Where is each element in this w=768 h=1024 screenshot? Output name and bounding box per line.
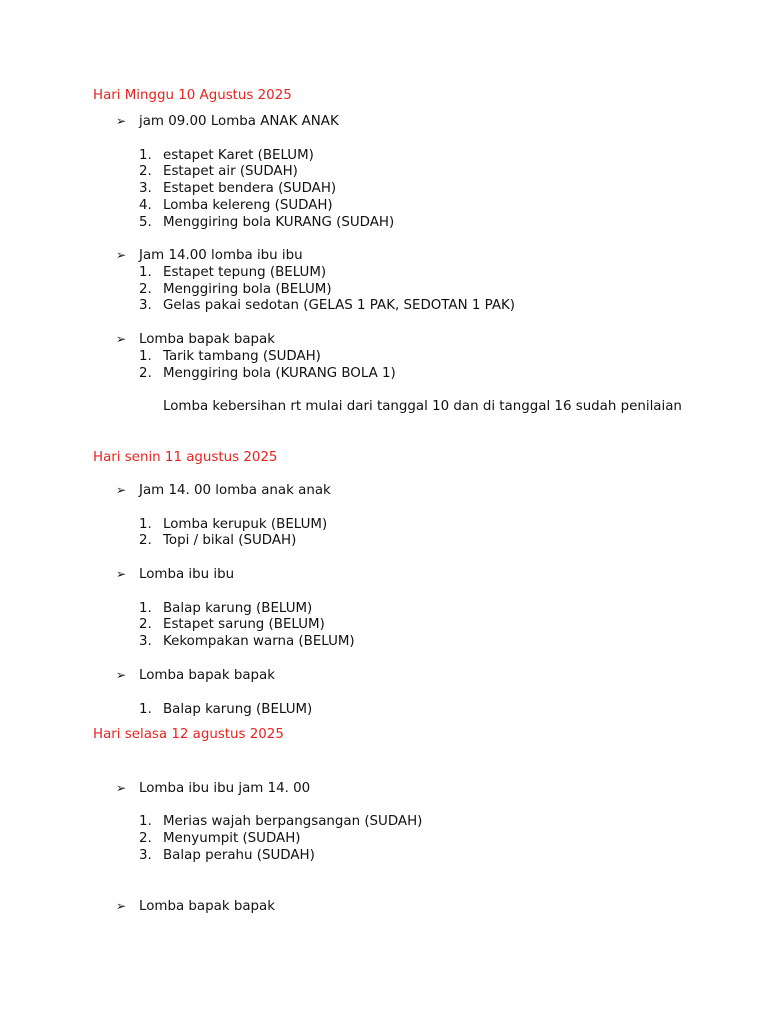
- list-item: [139, 163, 298, 180]
- item-text: Balap karung (BELUM): [163, 702, 313, 717]
- arrow-bullet-icon: ➢: [116, 248, 127, 262]
- list-item: [139, 633, 355, 650]
- item-number: 1.: [139, 349, 152, 364]
- list-item: [139, 847, 315, 864]
- list-item: [139, 197, 333, 214]
- group-title-row: [116, 113, 339, 130]
- group-title-row: [116, 566, 234, 583]
- list-item: [139, 813, 422, 830]
- item-text: Menggiring bola KURANG (SUDAH): [163, 215, 395, 230]
- group-title: jam 09.00 Lomba ANAK ANAK: [139, 114, 339, 129]
- group-title-row: [116, 780, 310, 797]
- item-number: 3.: [139, 634, 152, 649]
- item-text: Merias wajah berpangsangan (SUDAH): [163, 814, 423, 829]
- item-number: 5.: [139, 215, 152, 230]
- item-text: Estapet tepung (BELUM): [163, 265, 327, 280]
- item-number: 1.: [139, 814, 152, 829]
- arrow-bullet-icon: ➢: [116, 483, 127, 497]
- list-item: [139, 616, 325, 633]
- list-item: [139, 180, 336, 197]
- list-item: [139, 830, 301, 847]
- group-title: Lomba bapak bapak: [139, 899, 276, 914]
- arrow-bullet-icon: ➢: [116, 781, 127, 795]
- item-number: 4.: [139, 198, 152, 213]
- arrow-bullet-icon: ➢: [116, 899, 127, 913]
- group-title-row: [116, 667, 275, 684]
- group-title: Jam 14.00 lomba ibu ibu: [139, 248, 303, 263]
- list-item: [139, 348, 321, 365]
- list-item: [139, 297, 515, 314]
- list-item: [139, 701, 312, 718]
- item-text: Menggiring bola (BELUM): [163, 282, 332, 297]
- item-number: 1.: [139, 148, 152, 163]
- item-text: Lomba kelereng (SUDAH): [163, 198, 333, 213]
- item-number: 3.: [139, 848, 152, 863]
- item-text: Estapet bendera (SUDAH): [163, 181, 337, 196]
- item-text: Menggiring bola (KURANG BOLA 1): [163, 366, 396, 381]
- arrow-bullet-icon: ➢: [116, 114, 127, 128]
- list-item: [139, 147, 314, 164]
- item-text: Tarik tambang (SUDAH): [163, 349, 321, 364]
- item-number: 1.: [139, 517, 152, 532]
- item-number: 2.: [139, 533, 152, 548]
- item-number: 3.: [139, 298, 152, 313]
- group-title: Lomba ibu ibu jam 14. 00: [139, 781, 311, 796]
- list-item: [139, 532, 296, 549]
- item-number: 1.: [139, 702, 152, 717]
- item-number: 3.: [139, 181, 152, 196]
- item-text: Estapet air (SUDAH): [163, 164, 298, 179]
- item-text: Balap perahu (SUDAH): [163, 848, 315, 863]
- item-text: estapet Karet (BELUM): [163, 148, 314, 163]
- item-text: Gelas pakai sedotan (GELAS 1 PAK, SEDOTAN 1 PAK): [163, 298, 516, 313]
- list-item: [139, 264, 326, 281]
- item-number: 2.: [139, 282, 152, 297]
- item-text: Balap karung (BELUM): [163, 601, 313, 616]
- group-title-row: [116, 331, 275, 348]
- group-title: Lomba ibu ibu: [139, 567, 235, 582]
- group-title: Lomba bapak bapak: [139, 332, 276, 347]
- item-number: 2.: [139, 617, 152, 632]
- list-item: [139, 365, 396, 382]
- list-item: [139, 214, 394, 231]
- item-number: 1.: [139, 265, 152, 280]
- day-heading: Hari senin 11 agustus 2025: [93, 450, 278, 465]
- group-title-row: [116, 898, 275, 915]
- item-number: 2.: [139, 366, 152, 381]
- item-number: 1.: [139, 601, 152, 616]
- list-item: [139, 516, 327, 533]
- list-item: [139, 600, 312, 617]
- group-title-row: [116, 482, 331, 499]
- item-text: Estapet sarung (BELUM): [163, 617, 325, 632]
- item-text: Topi / bikal (SUDAH): [163, 533, 297, 548]
- item-number: 2.: [139, 831, 152, 846]
- note-paragraph: Lomba kebersihan rt mulai dari tanggal 10 dan di tanggal 16 sudah penilaian: [163, 399, 682, 414]
- arrow-bullet-icon: ➢: [116, 567, 127, 581]
- arrow-bullet-icon: ➢: [116, 332, 127, 346]
- day-heading: Hari Minggu 10 Agustus 2025: [93, 88, 292, 103]
- item-text: Menyumpit (SUDAH): [163, 831, 301, 846]
- item-text: Lomba kerupuk (BELUM): [163, 517, 328, 532]
- item-number: 2.: [139, 164, 152, 179]
- arrow-bullet-icon: ➢: [116, 668, 127, 682]
- day-heading: Hari selasa 12 agustus 2025: [93, 727, 284, 742]
- group-title: Jam 14. 00 lomba anak anak: [139, 483, 331, 498]
- group-title-row: [116, 247, 303, 264]
- group-title: Lomba bapak bapak: [139, 668, 276, 683]
- item-text: Kekompakan warna (BELUM): [163, 634, 355, 649]
- list-item: [139, 281, 332, 298]
